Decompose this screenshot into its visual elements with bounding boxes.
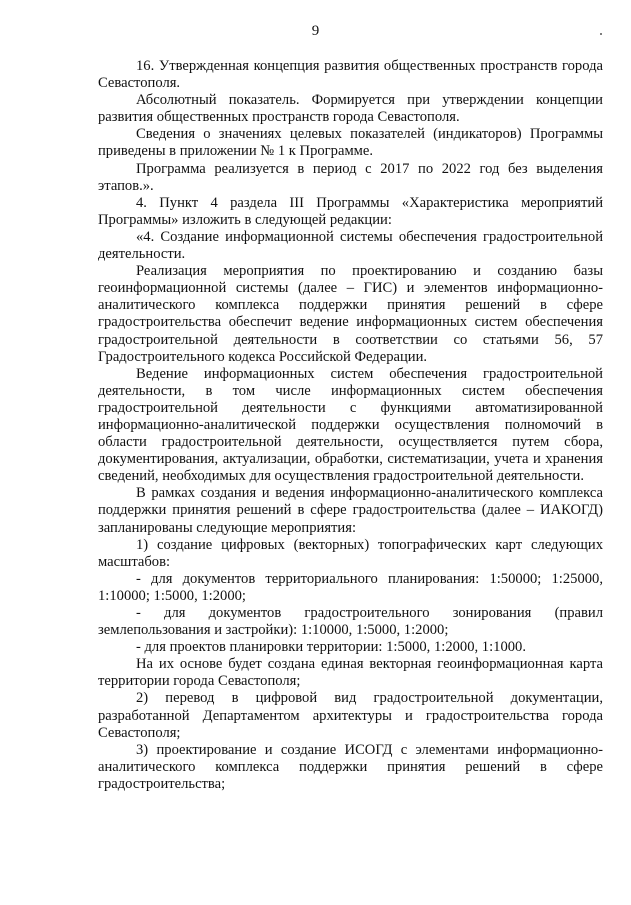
page-number: 9 [311, 23, 320, 39]
paragraph: Ведение информационных систем обеспечения градостроительной деятельности, в том числе информационных систем обеспечения градостроительной деятельности с функциями автоматизированной информационно-аналитической поддержки осуществления полномочий в области градостроительной деятельности, осуществляется путем сбора, документирования, актуализации, обработки, систематизации, учета и хранения сведений, необходимых для осуществления градостроительной деятельности. [98, 365, 603, 485]
paragraph: Сведения о значениях целевых показателей (индикаторов) Программы приведены в приложении № 1 к Программе. [98, 126, 603, 160]
document-body [98, 58, 603, 793]
paragraph: 4. Пункт 4 раздела III Программы «Характеристика мероприятий Программы» изложить в следующей редакции: [98, 194, 603, 228]
paragraph: 2) перевод в цифровой вид градостроительной документации, разработанной Департаментом архитектуры и градостроительства города Севастополя; [98, 690, 603, 741]
paragraph: 1) создание цифровых (векторных) топографических карт следующих масштабов: [98, 536, 603, 570]
paragraph: Реализация мероприятия по проектированию и созданию базы геоинформационной системы (далее – ГИС) и элементов информационно-аналитического комплекса поддержки принятия решений в сфере градостроительства обеспечит ведение информационных систем обеспечения градостроительной деятельности в соответствии со статьями 56, 57 Градостроительного кодекса Российской Федерации. [98, 263, 603, 365]
paragraph: - для проектов планировки территории: 1:5000, 1:2000, 1:1000. [136, 639, 526, 656]
paragraph: - для документов территориального планирования: 1:50000; 1:25000, 1:10000; 1:5000, 1:2000; [98, 570, 603, 604]
paragraph: - для документов градостроительного зонирования (правил землепользования и застройки): 1:10000, 1:5000, 1:2000; [98, 605, 603, 639]
paragraph: 16. Утвержденная концепция развития общественных пространств города Севастополя. [98, 58, 603, 92]
paragraph: В рамках создания и ведения информационно-аналитического комплекса поддержки принятия решений в сфере градостроительства (далее – ИАКОГД) запланированы следующие мероприятия: [98, 485, 603, 536]
paragraph: «4. Создание информационной системы обеспечения градостроительной деятельности. [98, 228, 603, 263]
paragraph: Программа реализуется в период с 2017 по 2022 год без выделения этапов.». [98, 160, 603, 194]
paragraph: Абсолютный показатель. Формируется при утверждении концепции развития общественных пространств города Севастополя. [98, 92, 603, 126]
scan-speck [600, 33, 602, 35]
paragraph: 3) проектирование и создание ИСОГД с элементами информационно-аналитического комплекса поддержки принятия решений в сфере градостроительства; [98, 741, 603, 792]
paragraph: На их основе будет создана единая векторная геоинформационная карта территории города Севастополя; [98, 656, 603, 690]
